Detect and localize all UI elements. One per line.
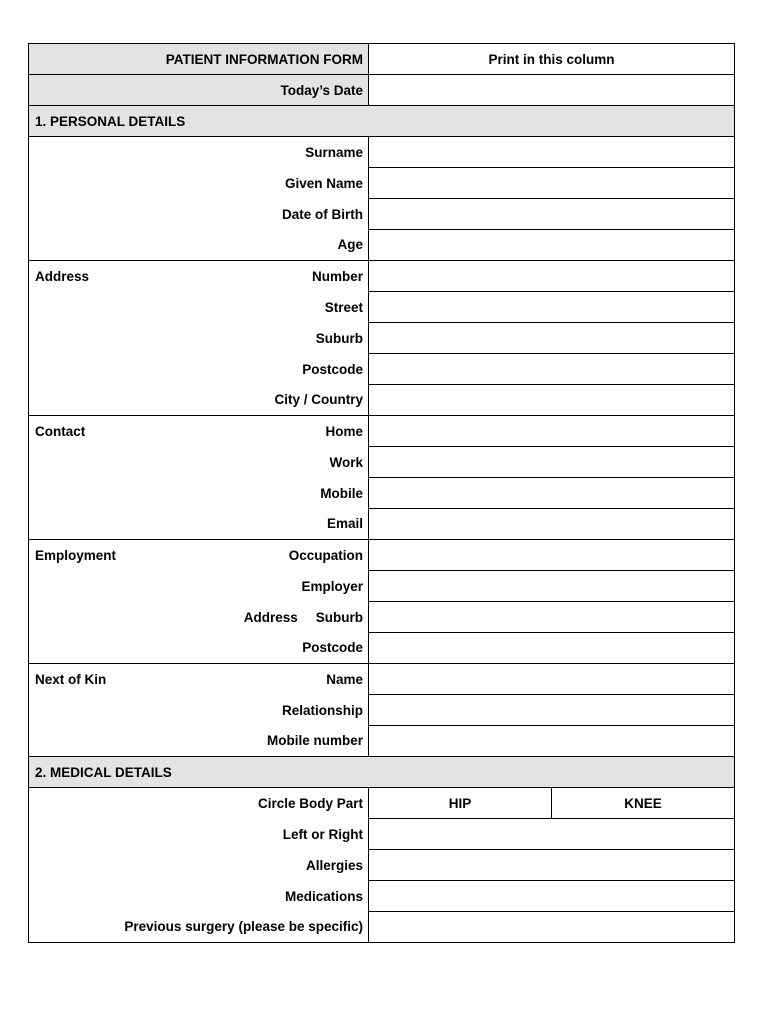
address-group-label: Address xyxy=(35,268,90,284)
row-address-number xyxy=(29,261,735,292)
row-previous-surgery xyxy=(29,912,735,943)
next-of-kin-group-label: Next of Kin xyxy=(35,671,107,687)
relationship-label: Relationship xyxy=(29,695,369,726)
left-right-field[interactable] xyxy=(369,819,735,850)
row-city-country xyxy=(29,385,735,416)
section-title-medical: 2. MEDICAL DETAILS xyxy=(29,757,735,788)
row-email xyxy=(29,509,735,540)
occupation-field[interactable] xyxy=(369,540,735,571)
section-title-personal: 1. PERSONAL DETAILS xyxy=(29,106,735,137)
medications-label: Medications xyxy=(29,881,369,912)
suburb-label: Suburb xyxy=(29,323,369,354)
employment-postcode-field[interactable] xyxy=(369,633,735,664)
employment-postcode-label: Postcode xyxy=(29,633,369,664)
row-work xyxy=(29,447,735,478)
street-label: Street xyxy=(29,292,369,323)
row-surname xyxy=(29,137,735,168)
given-name-field[interactable] xyxy=(369,168,735,199)
suburb-field[interactable] xyxy=(369,323,735,354)
row-street xyxy=(29,292,735,323)
row-body-part xyxy=(29,788,735,819)
given-name-label: Given Name xyxy=(29,168,369,199)
surname-field[interactable] xyxy=(369,137,735,168)
dob-label: Date of Birth xyxy=(29,199,369,230)
age-label: Age xyxy=(29,230,369,261)
city-country-field[interactable] xyxy=(369,385,735,416)
previous-surgery-field[interactable] xyxy=(369,912,735,943)
mobile-field[interactable] xyxy=(369,478,735,509)
employment-suburb-field[interactable] xyxy=(369,602,735,633)
mobile-label: Mobile xyxy=(29,478,369,509)
contact-group-label: Contact xyxy=(35,423,86,439)
section-personal-details xyxy=(29,106,735,137)
row-allergies xyxy=(29,850,735,881)
patient-information-form xyxy=(28,43,735,943)
employment-address-label: Address xyxy=(243,609,298,625)
row-dob xyxy=(29,199,735,230)
option-knee[interactable]: KNEE xyxy=(552,788,735,819)
allergies-label: Allergies xyxy=(29,850,369,881)
print-column-note: Print in this column xyxy=(369,44,735,75)
header-row xyxy=(29,44,735,75)
row-given-name xyxy=(29,168,735,199)
email-field[interactable] xyxy=(369,509,735,540)
row-mobile xyxy=(29,478,735,509)
todays-date-field[interactable] xyxy=(369,75,735,106)
number-label: Number xyxy=(311,268,363,284)
row-nok-mobile xyxy=(29,726,735,757)
row-employment-postcode xyxy=(29,633,735,664)
row-relationship xyxy=(29,695,735,726)
work-phone-field[interactable] xyxy=(369,447,735,478)
row-suburb xyxy=(29,323,735,354)
email-label: Email xyxy=(29,509,369,540)
row-employment-occupation xyxy=(29,540,735,571)
form-title: PATIENT INFORMATION FORM xyxy=(29,44,369,75)
nok-name-label: Name xyxy=(326,671,363,687)
option-hip[interactable]: HIP xyxy=(369,788,552,819)
allergies-field[interactable] xyxy=(369,850,735,881)
nok-name-field[interactable] xyxy=(369,664,735,695)
home-label: Home xyxy=(325,423,363,439)
number-field[interactable] xyxy=(369,261,735,292)
row-employer xyxy=(29,571,735,602)
home-phone-field[interactable] xyxy=(369,416,735,447)
left-right-label: Left or Right xyxy=(29,819,369,850)
street-field[interactable] xyxy=(369,292,735,323)
relationship-field[interactable] xyxy=(369,695,735,726)
previous-surgery-label: Previous surgery (please be specific) xyxy=(29,912,369,943)
employment-suburb-label: Suburb xyxy=(315,609,363,625)
medications-field[interactable] xyxy=(369,881,735,912)
row-medications xyxy=(29,881,735,912)
work-label: Work xyxy=(29,447,369,478)
row-employment-suburb xyxy=(29,602,735,633)
city-country-label: City / Country xyxy=(29,385,369,416)
postcode-field[interactable] xyxy=(369,354,735,385)
row-contact-home xyxy=(29,416,735,447)
section-medical-details xyxy=(29,757,735,788)
row-age xyxy=(29,230,735,261)
row-postcode xyxy=(29,354,735,385)
postcode-label: Postcode xyxy=(29,354,369,385)
employer-label: Employer xyxy=(29,571,369,602)
dob-field[interactable] xyxy=(369,199,735,230)
age-field[interactable] xyxy=(369,230,735,261)
todays-date-label: Today’s Date xyxy=(29,75,369,106)
nok-mobile-label: Mobile number xyxy=(29,726,369,757)
todays-date-row xyxy=(29,75,735,106)
employment-group-label: Employment xyxy=(35,547,117,563)
occupation-label: Occupation xyxy=(288,547,363,563)
row-left-right xyxy=(29,819,735,850)
nok-mobile-field[interactable] xyxy=(369,726,735,757)
employer-field[interactable] xyxy=(369,571,735,602)
body-part-label: Circle Body Part xyxy=(29,788,369,819)
row-nok-name xyxy=(29,664,735,695)
surname-label: Surname xyxy=(29,137,369,168)
